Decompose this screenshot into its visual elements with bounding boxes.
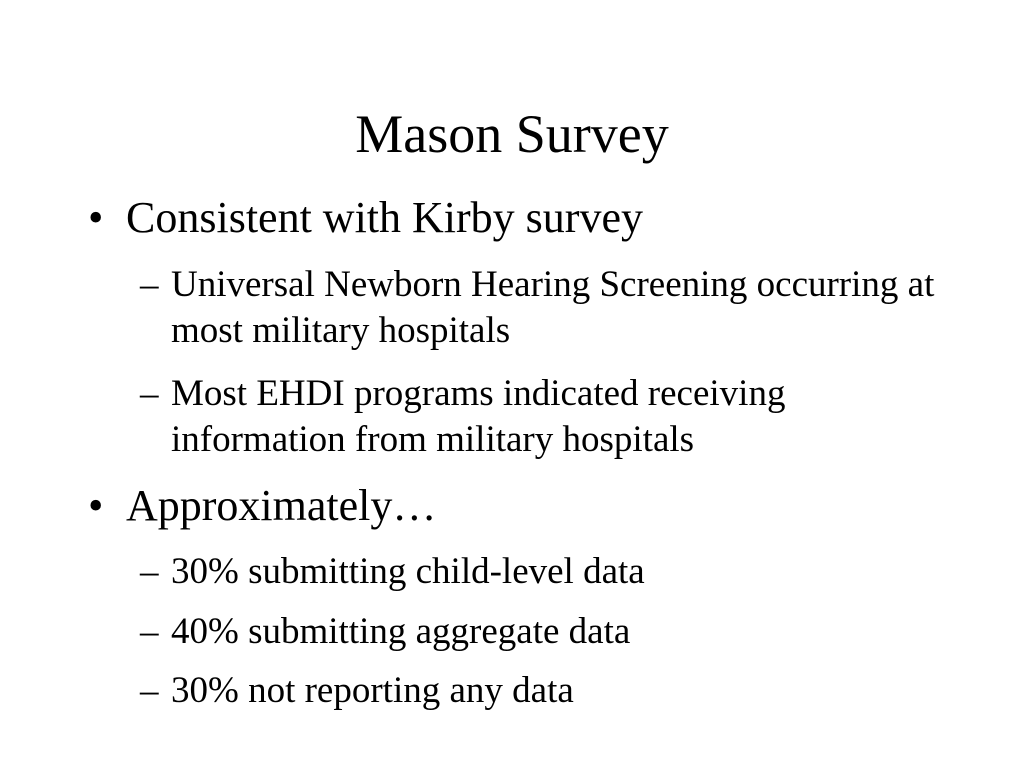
sub-bullet-marker: – (140, 373, 159, 414)
sub-bullet-marker: – (140, 264, 159, 305)
slide-title: Mason Survey (355, 104, 669, 164)
bullet-marker: • (88, 481, 104, 530)
sub-bullet-text: 40% submitting aggregate data (171, 611, 631, 652)
bullet-marker: • (88, 193, 104, 242)
sub-bullet-marker: – (140, 670, 159, 711)
sub-bullet-text: Most EHDI programs indicated receiving information from military hospitals (171, 373, 786, 460)
sub-bullet-text: 30% not reporting any data (171, 670, 574, 711)
sub-bullet-text: 30% submitting child-level data (171, 551, 645, 592)
sub-bullet-text: Universal Newborn Hearing Screening occurring at most military hospitals (171, 264, 935, 351)
sub-bullet-marker: – (140, 611, 159, 652)
sub-bullet-marker: – (140, 551, 159, 592)
bullet-text: Approximately… (126, 481, 437, 530)
bullet-text: Consistent with Kirby survey (126, 193, 643, 242)
